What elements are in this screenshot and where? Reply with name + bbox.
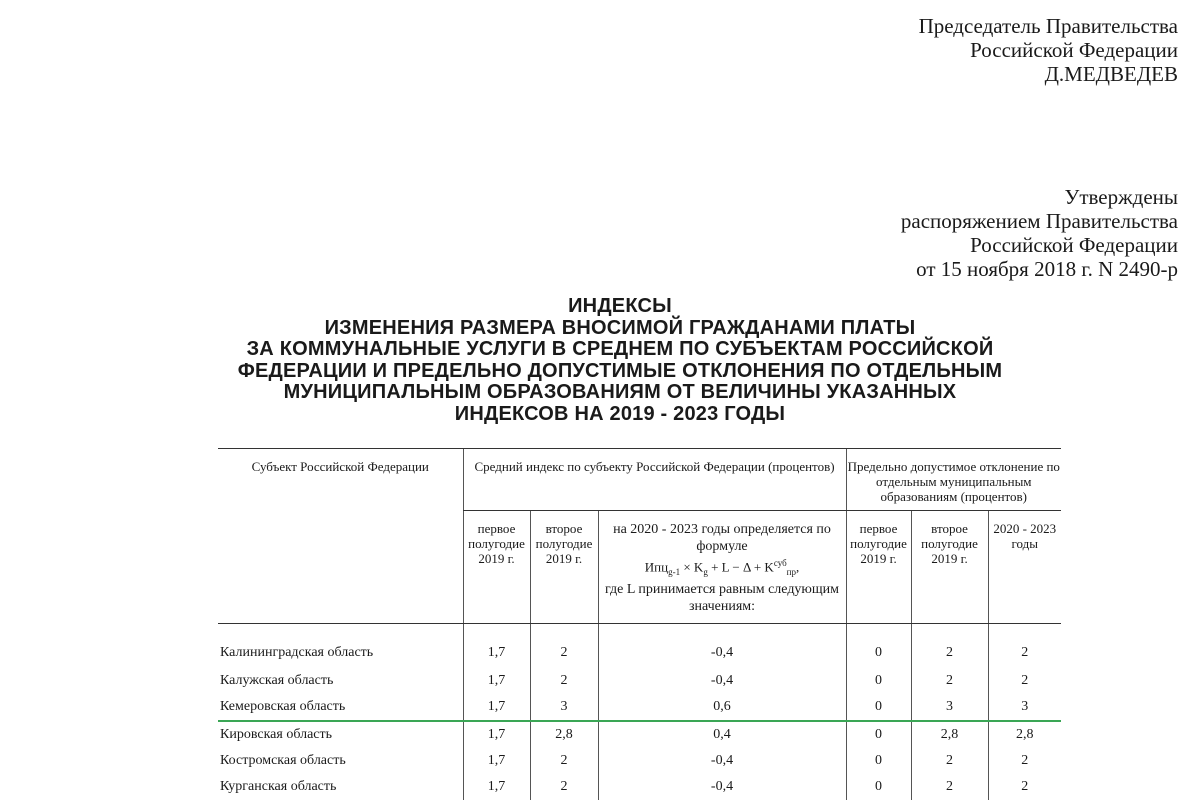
header-average-index: Средний индекс по субъекту Российской Федерации (процентов)	[463, 449, 846, 511]
header-subject: Субъект Российской Федерации	[218, 449, 463, 624]
formula-expression: $Ипц_{g-1} \times K_g + L - \Delta + K^{суб}_{пр}$,	[644, 558, 800, 577]
cell-h2-2019: 2	[530, 668, 598, 694]
region-name: Костромская область	[220, 753, 346, 769]
table-row	[218, 721, 1061, 748]
header-dev-2020-2023: 2020 - 2023 годы	[988, 511, 1061, 624]
region-name: Курганская область	[220, 779, 337, 795]
table-row	[218, 668, 1061, 694]
approval-line-1: Утверждены	[1064, 185, 1178, 209]
cell-h2-2019: 3	[530, 694, 598, 721]
header-h2-2019: второе полугодие 2019 г.	[530, 511, 598, 624]
cell-dev-h1: 0	[846, 721, 911, 748]
cell-L-value: 0,4	[598, 721, 846, 748]
cell-h2-2019: 2	[530, 774, 598, 800]
cell-dev-2020-2023: 3	[988, 694, 1061, 721]
cell-dev-h1: 0	[846, 774, 911, 800]
region-name: Калужская область	[220, 673, 334, 689]
cell-dev-h1: 0	[846, 748, 911, 774]
cell-dev-h2: 2	[911, 623, 988, 668]
cell-dev-2020-2023: 2	[988, 774, 1061, 800]
signature-name: Д.МЕДВЕДЕВ	[1044, 62, 1178, 86]
header-formula	[598, 511, 846, 624]
region-name: Калининградская область	[220, 645, 374, 661]
cell-dev-h1: 0	[846, 668, 911, 694]
cell-L-value: -0,4	[598, 774, 846, 800]
cell-L-value: -0,4	[598, 748, 846, 774]
cell-dev-h2: 2	[911, 668, 988, 694]
signature-block	[919, 14, 1178, 86]
region-name: Кировская область	[220, 727, 333, 743]
signature-position: Председатель Правительства	[918, 14, 1178, 38]
cell-L-value: -0,4	[598, 623, 846, 668]
title-line: ИЗМЕНЕНИЯ РАЗМЕРА ВНОСИМОЙ ГРАЖДАНАМИ ПЛАТЫ	[324, 316, 916, 339]
signature-organization: Российской Федерации	[970, 38, 1178, 62]
indices-table	[218, 448, 1061, 800]
cell-h2-2019: 2	[530, 748, 598, 774]
region-name: Кемеровская область	[218, 694, 463, 721]
approval-line-3: Российской Федерации	[970, 233, 1178, 257]
cell-dev-h2: 2	[911, 748, 988, 774]
header-dev-h1-2019: первое полугодие 2019 г.	[846, 511, 911, 624]
formula-top-text: на 2020 - 2023 годы определяется по формуле	[613, 522, 831, 554]
header-h1-2019: первое полугодие 2019 г.	[463, 511, 530, 624]
title-line: ИНДЕКСОВ НА 2019 - 2023 ГОДЫ	[454, 402, 786, 425]
cell-h1-2019: 1,7	[463, 623, 530, 668]
header-max-deviation: Предельно допустимое отклонение по отдельным муниципальным образованиям (процентов)	[846, 449, 1061, 511]
cell-dev-h2: 2,8	[911, 721, 988, 748]
cell-dev-h1: 0	[846, 694, 911, 721]
title-line: МУНИЦИПАЛЬНЫМ ОБРАЗОВАНИЯМ ОТ ВЕЛИЧИНЫ УКАЗАННЫХ	[283, 381, 957, 403]
formula-bottom-text: где L принимается равным следующим значениям:	[604, 581, 840, 614]
cell-h1-2019: 1,7	[463, 668, 530, 694]
table-row	[218, 623, 1061, 668]
cell-dev-h1: 0	[846, 623, 911, 668]
cell-h1-2019: 1,7	[463, 774, 530, 800]
table-row	[218, 748, 1061, 774]
title-line: ЗА КОММУНАЛЬНЫЕ УСЛУГИ В СРЕДНЕМ ПО СУБЪЕКТАМ РОССИЙСКОЙ	[246, 338, 994, 360]
document-title	[0, 296, 1200, 425]
cell-h1-2019: 1,7	[463, 748, 530, 774]
cell-L-value: 0,6	[598, 694, 846, 721]
approval-block	[901, 185, 1178, 281]
cell-dev-2020-2023: 2,8	[988, 721, 1061, 748]
cell-L-value: -0,4	[598, 668, 846, 694]
cell-dev-2020-2023: 2	[988, 668, 1061, 694]
cell-h2-2019: 2,8	[530, 721, 598, 748]
header-dev-h2-2019: второе полугодие 2019 г.	[911, 511, 988, 624]
table-row	[218, 774, 1061, 800]
cell-dev-h2: 3	[911, 694, 988, 721]
cell-h2-2019: 2	[530, 623, 598, 668]
cell-h1-2019: 1,7	[463, 694, 530, 721]
title-line: ФЕДЕРАЦИИ И ПРЕДЕЛЬНО ДОПУСТИМЫЕ ОТКЛОНЕНИЯ ПО ОТДЕЛЬНЫМ	[237, 359, 1003, 382]
cell-dev-h2: 2	[911, 774, 988, 800]
title-line: ИНДЕКСЫ	[568, 295, 672, 317]
cell-dev-2020-2023: 2	[988, 623, 1061, 668]
approval-line-2: распоряжением Правительства	[900, 209, 1178, 233]
approval-line-4: от 15 ноября 2018 г. N 2490-р	[916, 257, 1178, 281]
cell-h1-2019: 1,7	[463, 721, 530, 748]
cell-dev-2020-2023: 2	[988, 748, 1061, 774]
table-row-highlighted	[218, 694, 1061, 721]
